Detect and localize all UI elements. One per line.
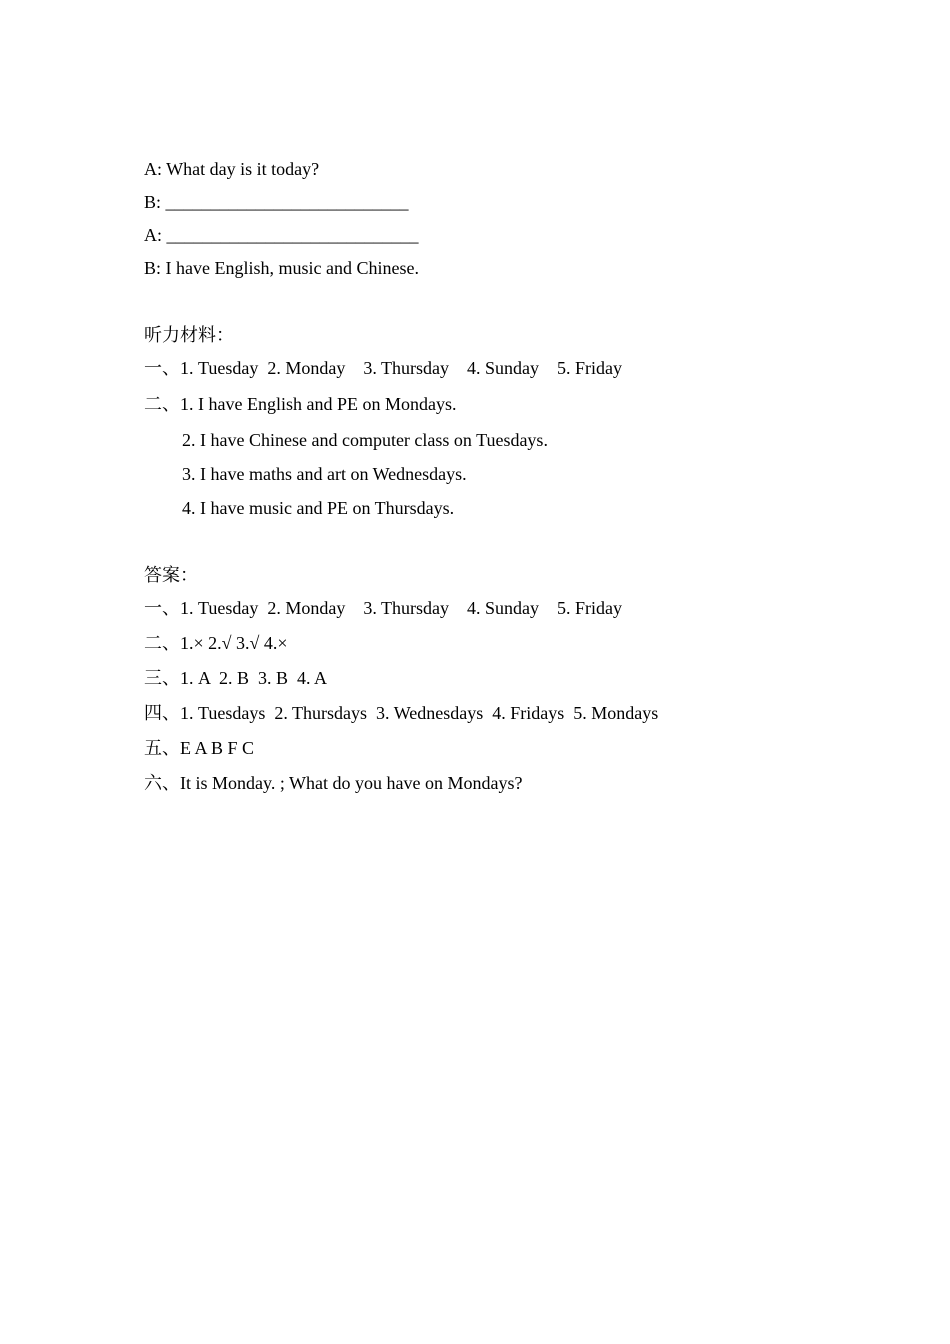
- listening-part-2-item-4: 4. I have music and PE on Thursdays.: [182, 498, 455, 518]
- dialogue-line-3: A: ____________________________: [144, 225, 419, 245]
- dialogue-line-2: B: ___________________________: [144, 192, 409, 212]
- answer-line-3: 三、1. A 2. B 3. B 4. A: [144, 668, 328, 688]
- answer-line-4: 四、1. Tuesdays 2. Thursdays 3. Wednesdays 4. Fridays 5. Mondays: [144, 703, 659, 723]
- listening-part-2-item-3: 3. I have maths and art on Wednesdays.: [182, 464, 467, 484]
- listening-part-1: 一、1. Tuesday 2. Monday 3. Thursday 4. Sunday 5. Friday: [144, 358, 622, 378]
- dialogue-line-1: A: What day is it today?: [144, 159, 320, 179]
- dialogue-line-4: B: I have English, music and Chinese.: [144, 258, 419, 278]
- listening-heading: 听力材料：: [144, 325, 234, 345]
- answers-heading: 答案：: [144, 565, 198, 585]
- answer-line-5: 五、E A B F C: [144, 738, 255, 758]
- listening-part-2-item-1: 二、1. I have English and PE on Mondays.: [144, 394, 457, 414]
- answer-line-1: 一、1. Tuesday 2. Monday 3. Thursday 4. Sunday 5. Friday: [144, 598, 622, 618]
- answer-line-2: 二、1.× 2.√ 3.√ 4.×: [144, 633, 288, 653]
- listening-part-2-item-2: 2. I have Chinese and computer class on Tuesdays.: [182, 430, 548, 450]
- answer-line-6: 六、It is Monday. ; What do you have on Mondays?: [144, 773, 523, 793]
